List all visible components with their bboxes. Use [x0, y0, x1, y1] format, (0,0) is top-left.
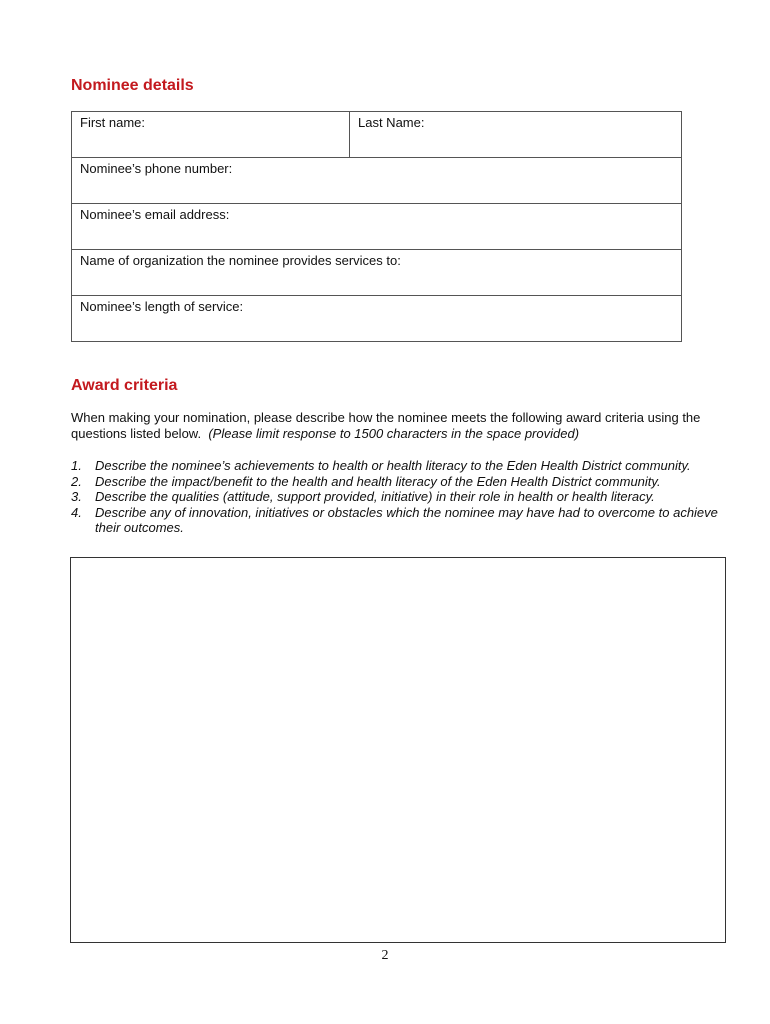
nominee-details-heading: Nominee details: [71, 77, 194, 94]
last-name-label: Last Name:: [358, 115, 425, 130]
list-item-number: 2.: [71, 473, 82, 489]
list-item: [71, 505, 731, 536]
list-item-text: Describe the nominee’s achievements to health or health literacy to the Eden Health District community.: [95, 458, 691, 473]
list-item-number: 1.: [71, 458, 82, 473]
table-row: [72, 296, 682, 342]
table-row: [72, 204, 682, 250]
award-criteria-heading: Award criteria: [71, 377, 178, 394]
character-limit-note: (Please limit response to 1500 characters in the space provided): [208, 426, 580, 441]
table-row: [72, 112, 682, 158]
nomination-response-box[interactable]: [70, 557, 726, 943]
organization-field[interactable]: [72, 250, 682, 296]
criteria-list: [71, 458, 731, 536]
list-item-number: 4.: [71, 504, 82, 520]
table-row: [72, 250, 682, 296]
table-row: [72, 158, 682, 204]
first-name-field[interactable]: [72, 112, 350, 158]
list-item: [71, 458, 731, 474]
list-item: [71, 489, 731, 505]
award-criteria-intro: [71, 410, 731, 442]
list-item-number: 3.: [71, 489, 82, 504]
last-name-field[interactable]: [350, 112, 682, 158]
email-label: Nominee’s email address:: [80, 207, 230, 222]
phone-label: Nominee’s phone number:: [80, 161, 233, 176]
first-name-label: First name:: [80, 115, 146, 130]
list-item-text: Describe any of innovation, initiatives or obstacles which the nominee may have had to overcome to achieve their outcomes.: [95, 504, 718, 535]
intro-text: When making your nomination, please describe how the nominee meets the following award criteria using the questions listed below.: [71, 410, 701, 441]
nominee-details-table: [71, 111, 682, 342]
list-item-text: Describe the impact/benefit to the health and health literacy of the Eden Health District community.: [95, 473, 661, 489]
phone-field[interactable]: [72, 158, 682, 204]
list-item-text: Describe the qualities (attitude, support provided, initiative) in their role in health or health literacy.: [95, 489, 655, 504]
page-number: 2: [381, 948, 389, 963]
length-of-service-field[interactable]: [72, 296, 682, 342]
organization-label: Name of organization the nominee provides services to:: [80, 253, 401, 268]
email-field[interactable]: [72, 204, 682, 250]
length-of-service-label: Nominee’s length of service:: [80, 299, 244, 314]
list-item: [71, 474, 731, 490]
